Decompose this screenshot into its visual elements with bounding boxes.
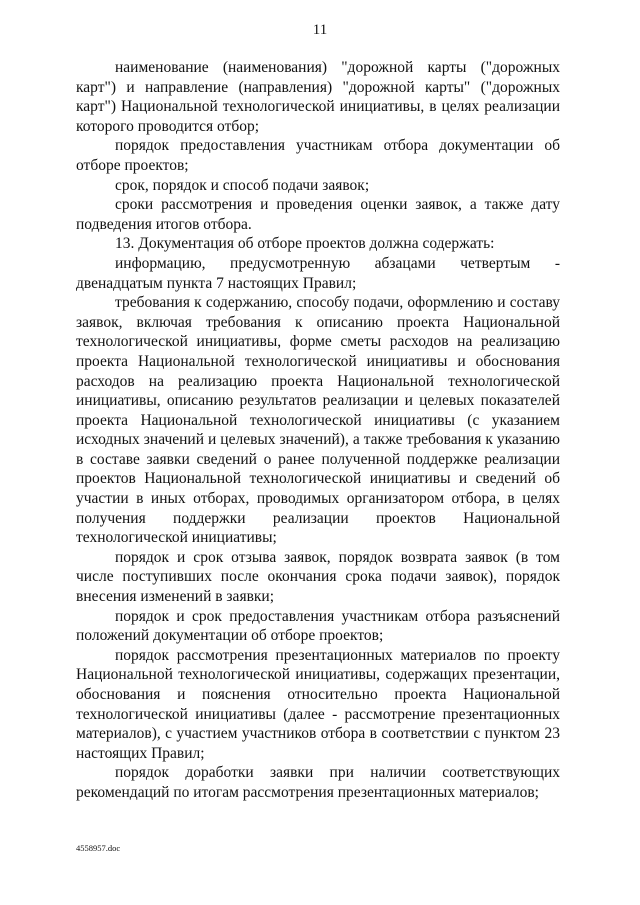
paragraph-documentation-order: порядок предоставления участникам отбора документации об отборе проектов; — [76, 137, 560, 174]
paragraph-roadmap-name: наименование (наименования) "дорожной карты ("дорожных карт") и направление (направления) "дорожной карты" ("дорожных карт") Национальной технологической инициативы, в целях реализации которого проводится отбор; — [76, 59, 560, 135]
paragraph-revision-order: порядок доработки заявки при наличии соответствующих рекомендаций по итогам рассмотрения презентационных материалов; — [76, 764, 560, 801]
page-number: 11 — [312, 22, 328, 38]
paragraph-section-13: 13. Документация об отборе проектов должна содержать: — [115, 235, 495, 253]
document-footer-filename: 4558957.doc — [76, 843, 121, 853]
document-body — [76, 58, 560, 803]
paragraph-clarifications: порядок и срок предоставления участникам отбора разъяснений положений документации об отборе проектов; — [76, 607, 560, 645]
paragraph-info-reference: информацию, предусмотренную абзацами четвертым - двенадцатым пункта 7 настоящих Правил; — [76, 254, 560, 292]
paragraph-application-requirements: требования к содержанию, способу подачи, оформлению и составу заявок, включая требования к описанию проекта Национальной технологической инициативы, форме сметы расходов на реализацию проекта Национальной технологической инициативы и обоснования расходов на реализацию проекта Национальной технологической инициативы, описанию результатов реализации и целевых показателей проекта Национальной технологической инициативы (с указанием исходных значений и целевых значений), а также требования к указанию в составе заявки сведений о ранее полученной поддержке реализации проектов Национальной технологической инициативы и сведений об участии в иных отборах, проводимых организатором отбора, в целях получения поддержки реализации проектов Национальной технологической инициативы; — [76, 294, 560, 547]
paragraph-submission-terms: срок, порядок и способ подачи заявок; — [115, 176, 370, 194]
paragraph-presentation-review: порядок рассмотрения презентационных материалов по проекту Национальной технологической инициативы, содержащих презентации, обоснования и пояснения относительно проекта Национальной технологической инициативы (далее - рассмотрение презентационных материалов), с участием участников отбора в соответствии с пунктом 23 настоящих Правил; — [76, 646, 560, 762]
paragraph-withdrawal-order: порядок и срок отзыва заявок, порядок возврата заявок (в том числе поступивших после окончания срока подачи заявок), порядок внесения изменений в заявки; — [76, 548, 560, 606]
paragraph-review-terms: сроки рассмотрения и проведения оценки заявок, а также дату подведения итогов отбора. — [76, 196, 560, 233]
